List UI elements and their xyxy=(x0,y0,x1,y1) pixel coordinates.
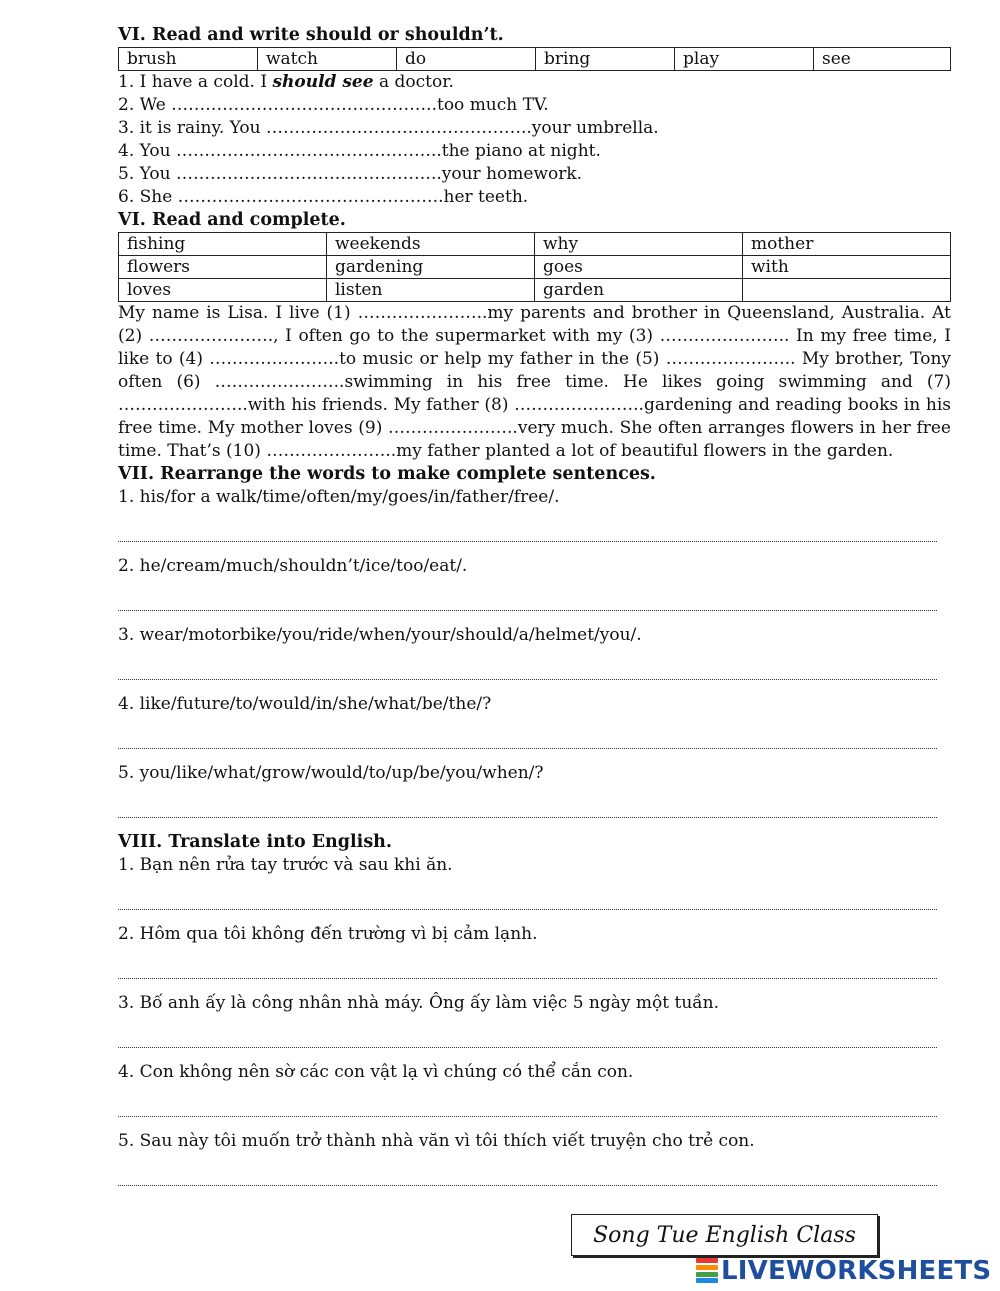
liveworksheets-brand[interactable] xyxy=(696,1256,994,1286)
word-bank-cell: goes xyxy=(535,256,743,279)
translate-item: 4. Con không nên sờ các con vật lạ vì chúng có thể cắn con. xyxy=(118,1062,634,1082)
word-bank-cell: with xyxy=(743,256,951,279)
word-bank-cell: bring xyxy=(536,48,675,71)
answer-line[interactable] xyxy=(118,772,937,818)
answer-line[interactable] xyxy=(118,1002,937,1048)
word-bank-cell: listen xyxy=(327,279,535,302)
example-answer: should see xyxy=(272,72,374,92)
liveworksheets-wordmark: LIVEWORKSHEETS xyxy=(721,1256,992,1286)
word-bank-cell: play xyxy=(675,48,814,71)
answer-line[interactable] xyxy=(118,703,937,749)
sentence-item[interactable]: 4. You ………………………………………..the piano at night. xyxy=(118,141,601,161)
exercise-6-heading: VI. Read and write should or shouldn’t. xyxy=(118,25,504,45)
sentence-item[interactable]: 3. it is rainy. You ………………………………………..your umbrella. xyxy=(118,118,659,138)
exercise-7-heading: VII. Rearrange the words to make complete sentences. xyxy=(118,464,656,484)
sentence-item[interactable]: 2. We ………………………………………..too much TV. xyxy=(118,95,549,115)
word-bank-cell: why xyxy=(535,233,743,256)
word-bank-cell: gardening xyxy=(327,256,535,279)
word-bank-cell: mother xyxy=(743,233,951,256)
example-suffix: a doctor. xyxy=(373,72,454,92)
exercise-6b-heading: VI. Read and complete. xyxy=(118,210,346,230)
rearrange-item: 4. like/future/to/would/in/she/what/be/the/? xyxy=(118,694,492,714)
word-bank-cell: brush xyxy=(119,48,258,71)
word-bank-cell: see xyxy=(814,48,951,71)
word-bank-cell: garden xyxy=(535,279,743,302)
answer-line[interactable] xyxy=(118,634,937,680)
answer-line[interactable] xyxy=(118,565,937,611)
answer-line[interactable] xyxy=(118,1071,937,1117)
word-bank-table-1 xyxy=(118,47,951,71)
exercise-7 xyxy=(118,463,951,831)
answer-line[interactable] xyxy=(118,1140,937,1186)
rearrange-item: 1. his/for a walk/time/often/my/goes/in/father/free/. xyxy=(118,487,560,507)
word-bank-cell: do xyxy=(397,48,536,71)
answer-line[interactable] xyxy=(118,933,937,979)
exercise-8-heading: VIII. Translate into English. xyxy=(118,832,392,852)
translate-item: 2. Hôm qua tôi không đến trường vì bị cảm lạnh. xyxy=(118,924,538,944)
example-prefix: 1. I have a cold. I xyxy=(118,72,273,92)
rearrange-item: 5. you/like/what/grow/would/to/up/be/you/when/? xyxy=(118,763,544,783)
rearrange-item: 3. wear/motorbike/you/ride/when/your/should/a/helmet/you/. xyxy=(118,625,642,645)
translate-item: 3. Bố anh ấy là công nhân nhà máy. Ông ấy làm việc 5 ngày một tuần. xyxy=(118,993,720,1013)
translate-item: 5. Sau này tôi muốn trở thành nhà văn vì tôi thích viết truyện cho trẻ con. xyxy=(118,1131,755,1151)
word-bank-cell: fishing xyxy=(119,233,327,256)
example-sentence xyxy=(118,71,951,94)
answer-line[interactable] xyxy=(118,496,937,542)
word-bank-cell: loves xyxy=(119,279,327,302)
reading-passage[interactable]: My name is Lisa. I live (1) …………………..my parents and brother in Queensland, Australia. At (2) …………………., I often go to the supermarket with my (3) ………………….. In my free time, I like to (4) …………………..to music or help my father in the (5) ………………….. My brother, Tony often (6) …………………..swimming in his free time. He likes going swimming and (7) …………………..with his friends. My father (8) …………………..gardening and reading books in his free time. My mother loves (9) …………………..very much. She often arranges flowers in her free time. That’s (10) …………………..my father planted a lot of beautiful flowers in the garden. xyxy=(118,303,951,461)
liveworksheets-logo-icon xyxy=(696,1258,718,1284)
word-bank-table-2 xyxy=(118,232,951,302)
word-bank-cell: watch xyxy=(258,48,397,71)
word-bank-cell: weekends xyxy=(327,233,535,256)
class-name-box xyxy=(571,1214,878,1256)
worksheet xyxy=(118,24,951,1199)
rearrange-item: 2. he/cream/much/shouldn’t/ice/too/eat/. xyxy=(118,556,468,576)
exercise-8 xyxy=(118,831,951,1199)
answer-line[interactable] xyxy=(118,864,937,910)
translate-item: 1. Bạn nên rửa tay trước và sau khi ăn. xyxy=(118,855,453,875)
word-bank-cell: flowers xyxy=(119,256,327,279)
sentence-item[interactable]: 5. You ………………………………………..your homework. xyxy=(118,164,583,184)
word-bank-cell xyxy=(743,279,951,302)
sentence-item[interactable]: 6. She ………………………………………..her teeth. xyxy=(118,187,529,207)
class-name: Song Tue English Class xyxy=(593,1222,856,1248)
